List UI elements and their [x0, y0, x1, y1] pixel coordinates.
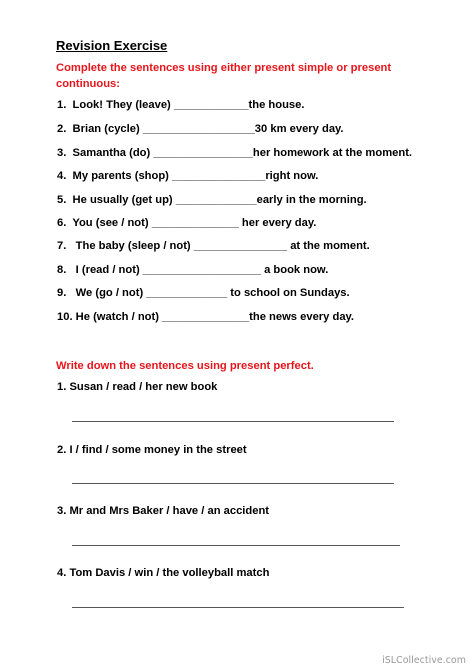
list-item: 4. Tom Davis / win / the volleyball match: [57, 567, 270, 579]
list-item: 1. Susan / read / her new book: [57, 381, 218, 393]
list-item: 8. I (read / not) ___________________ a book now.: [57, 264, 329, 276]
list-item: 6. You (see / not) ______________ her every day.: [57, 217, 317, 229]
watermark-text: iSLCollective.com: [382, 655, 466, 666]
list-item: 9. We (go / not) _____________ to school on Sundays.: [57, 287, 350, 299]
answer-line[interactable]: [72, 483, 394, 484]
list-item: 3. Samantha (do) ________________her homework at the moment.: [57, 147, 413, 159]
worksheet-title: Revision Exercise: [56, 38, 168, 53]
list-item: 4. My parents (shop) _______________right now.: [57, 170, 319, 182]
list-item: 5. He usually (get up) _____________early in the morning.: [57, 194, 367, 206]
answer-line[interactable]: [72, 421, 394, 422]
section2-instruction: Write down the sentences using present perfect.: [56, 360, 314, 372]
section1-instruction: Complete the sentences using either present simple or present continuous:: [56, 62, 392, 90]
list-item: 3. Mr and Mrs Baker / have / an accident: [57, 505, 270, 517]
answer-line[interactable]: [72, 545, 400, 546]
list-item: 2. Brian (cycle) __________________30 km every day.: [57, 123, 344, 135]
list-item: 7. The baby (sleep / not) _______________ at the moment.: [57, 240, 370, 252]
answer-line[interactable]: [72, 607, 404, 608]
list-item: 10. He (watch / not) ______________the news every day.: [57, 311, 355, 323]
list-item: 1. Look! They (leave) ____________the house.: [57, 99, 305, 111]
list-item: 2. I / find / some money in the street: [57, 444, 247, 456]
